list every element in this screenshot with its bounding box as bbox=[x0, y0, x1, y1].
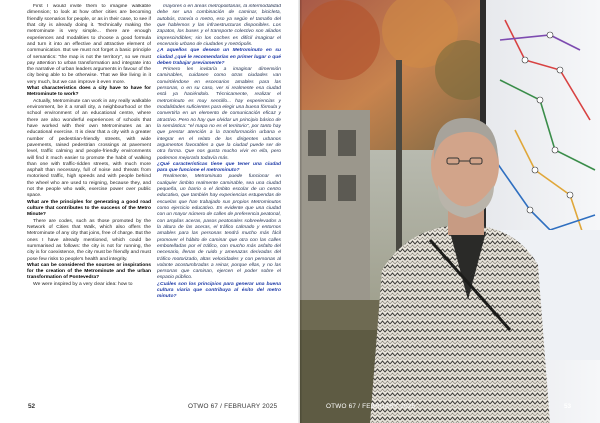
body-paragraph: Primero les invitaría a imaginar dimensión caminables, cuidasen como otras ciudades van convirtiéndose en escenarios amables para las personas, o en su caso, ver si realmente esa ciudad está ya haciéndolo. Técnicamente, realizar el metrominuto es muy sencillo... hay experiencias y modalidades suficientes para elegir una buena fórmula y convertirla en un elemento de comunicación eficaz y atractivo. Pero no hay que olvidar un principio básico de la semántica: "el mapa no es el territorio", por tanto hay que prestar atención a la transformación urbana e integrar en el relato de los dirigentes urbanos argumentos favorables a que la ciudad puede ser de otra forma. Que nos gusta mucho vivir en ella, pero podemos mejorarla todavía más. bbox=[157, 67, 281, 161]
body-paragraph: There are codes, such as those promoted by the Network of Cities that Walk, which also offers the Metrominute of any city that joins, free of charge. But the ones I have already mentioned, which could be summarised as follows: the city is not for running, the city is for coexistence, the city must be friendly and must pose few risks to people's health and integrity. bbox=[27, 218, 151, 262]
page-number-left: 52 bbox=[28, 403, 36, 410]
question-heading: ¿A aquellos que desean un Metrominuto en su ciudad ¿qué le recomendarías en primer lugar o qué deben trabajar previamente? bbox=[157, 48, 281, 66]
question-heading: ¿Qué características tiene que tener una ciudad para que funcione el metrominuto? bbox=[157, 161, 281, 174]
right-page-photo bbox=[300, 0, 600, 423]
body-paragraph: First I would invite them to imagine walkable dimension; to look at how other cities are becoming friendly scenarios for people, or as in their case, to see if that city is already doing it. Technically making the metrominute is very simple... there are enough experiences and modalities to choose a good formula and turn it into an effective and attractive element of communication. But we must not forget a basic principle of semantics: "the map is not the territory", so we must pay attention to urban transformation and integrate into the narrative of urban leaders arguments in favour of the city being able to be otherwise. That we like living in it very much, but we can improve it even more. bbox=[27, 4, 151, 85]
question-heading: What are the principles for generating a good road culture that contributes to the success of the Metro Minute? bbox=[27, 199, 151, 218]
spanish-text-column bbox=[157, 4, 281, 396]
page-number-right: 53 bbox=[564, 403, 572, 410]
body-paragraph: mayores o en áreas metropolitanas, la intermodalidad debe ser una combinación de caminar, bicicleta, autobús, tranvía o metro, eso ya según el tamaño del que hablemos y las infraestructuras disponibles. Los zapatos, los buses y el transporte colectivo son aliados imprescindibles; sin los coches es difícil imaginar el escenario urbano de ciudades y metrópolis. bbox=[157, 4, 281, 47]
question-heading: What characteristics does a city have to have for Metrominute to work? bbox=[27, 86, 151, 98]
body-paragraph: Realmente, Metrominuto puede funcionar en cualquier ámbito realmente caminable, sea una ciudad pequeña, un barrio o el ámbito escolar de un centro educativo, que también hay experiencias estupendas de escuelas que han trabajado sus propios Metrominutos como ejercicio educativo. Es evidente que una ciudad con un mayor número de calles de preferencia peatonal, con amplias aceras, pasos peatonales sobreelevados a la altura de las aceras, el tráfico calmado y entornos amables para las personas tendrá mucho más fácil promover el hábito de caminar que otra con las calles embotelladas por el tráfico, con mucho más asfalto del necesario, llenas de ruido y amenazas derivadas del tráfico motorizado, altas velocidades y con personas al volante acostumbradas a reinar, porque ellas, y no las personas que caminan, ejercen el poder sobre el espacio público. bbox=[157, 174, 281, 281]
magazine-issue-right: OTWO 67 / FEBRUARY 2025 bbox=[326, 403, 416, 410]
body-paragraph: We were inspired by a very clear idea: how to bbox=[33, 281, 133, 287]
question-heading: What can be considered the sources or inspirations for the creation of the Metrominute and the urban transformation of Pontevedra? bbox=[27, 262, 151, 281]
body-paragraph: Actually, Metrominute can work in any really walkable environment, be it a small city, a neighbourhood or the school environment of an educational centre, where there are also wonderful experiences of schools that have worked with their own Metrominutes as an educational exercise. It is clear that a city with a greater number of pedestrian-friendly streets, with wide pavements, raised pedestrian crossings at pavement level, traffic calming and people-friendly environments will find it much easier to promote the habit of walking than one with traffic-ridden streets, with much more asphalt than necessary, full of noise and threats from motorised traffic, high speeds and with people behind the wheel who are used to reigning, because they, and not the people who walk, exercise power over public space. bbox=[27, 98, 151, 199]
page-gutter bbox=[298, 0, 302, 423]
portrait-photo bbox=[300, 0, 600, 423]
magazine-issue-left: OTWO 67 / FEBRUARY 2025 bbox=[188, 403, 278, 410]
question-heading: ¿Cuáles son los principios para generar una buena cultura viaria que contribuya al éxito del metro minuto? bbox=[157, 281, 281, 300]
english-text-column bbox=[27, 4, 151, 396]
